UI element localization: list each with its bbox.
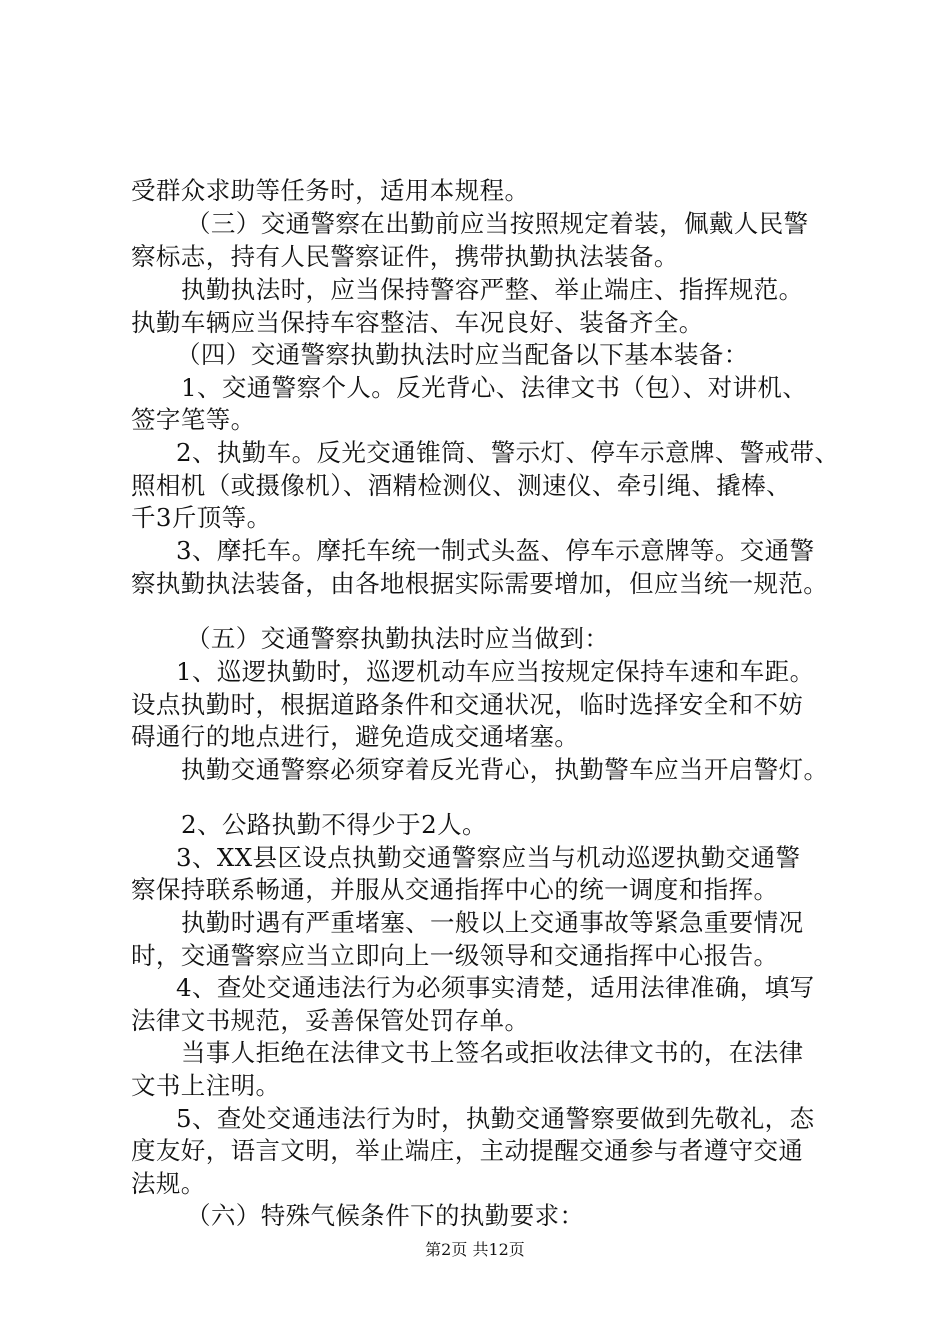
paragraph-line: （五）交通警察执勤执法时应当做到： xyxy=(186,624,610,653)
paragraph-line: 碍通行的地点进行，避免造成交通堵塞。 xyxy=(131,722,580,751)
paragraph-line: 察执勤执法装备，由各地根据实际需要增加，但应当统一规范。 xyxy=(131,569,829,598)
paragraph-line: 1、巡逻执勤时，巡逻机动车应当按规定保持车速和车距。 xyxy=(176,657,815,686)
paragraph-line: 2、公路执勤不得少于2人。 xyxy=(181,810,487,839)
paragraph-line: （三）交通警察在出勤前应当按照规定着装，佩戴人民警 xyxy=(186,209,809,238)
paragraph-line: 受群众求助等任务时，适用本规程。 xyxy=(131,176,530,205)
paragraph-line: 时，交通警察应当立即向上一级领导和交通指挥中心报告。 xyxy=(131,941,779,970)
paragraph-line: （六）特殊气候条件下的执勤要求： xyxy=(186,1201,585,1230)
paragraph-line: 执勤执法时，应当保持警容严整、举止端庄、指挥规范。 xyxy=(181,275,804,304)
paragraph-line: 执勤时遇有严重堵塞、一般以上交通事故等紧急重要情况 xyxy=(181,908,804,937)
paragraph-line: 执勤车辆应当保持车容整洁、车况良好、装备齐全。 xyxy=(131,308,704,337)
paragraph-line: 察标志，持有人民警察证件，携带执勤执法装备。 xyxy=(131,242,679,271)
paragraph-line: 5、查处交通违法行为时，执勤交通警察要做到先敬礼，态 xyxy=(176,1104,815,1133)
paragraph-line: 法规。 xyxy=(131,1169,206,1198)
paragraph-line: 法律文书规范，妥善保管处罚存单。 xyxy=(131,1006,530,1035)
paragraph-line: 设点执勤时，根据道路条件和交通状况，临时选择安全和不妨 xyxy=(131,690,804,719)
paragraph-line: 文书上注明。 xyxy=(131,1071,281,1100)
paragraph-line: 千3斤顶等。 xyxy=(131,503,272,532)
paragraph-line: 当事人拒绝在法律文书上签名或拒收法律文书的，在法律 xyxy=(181,1038,804,1067)
paragraph-line: 度友好，语言文明，举止端庄，主动提醒交通参与者遵守交通 xyxy=(131,1136,804,1165)
page-number-footer: 第2页 共12页 xyxy=(425,1240,525,1259)
paragraph-line: 3、摩托车。摩托车统一制式头盔、停车示意牌等。交通警 xyxy=(176,536,815,565)
paragraph-line: 4、查处交通违法行为必须事实清楚，适用法律准确，填写 xyxy=(176,973,815,1002)
paragraph-line: 执勤交通警察必须穿着反光背心，执勤警车应当开启警灯。 xyxy=(181,755,829,784)
paragraph-line: 2、执勤车。反光交通锥筒、警示灯、停车示意牌、警戒带、 xyxy=(176,438,840,467)
paragraph-line: 签字笔等。 xyxy=(131,405,256,434)
paragraph-line: 1、交通警察个人。反光背心、法律文书（包）、对讲机、 xyxy=(181,373,808,402)
paragraph-line: 3、XX县区设点执勤交通警察应当与机动巡逻执勤交通警 xyxy=(176,843,801,872)
paragraph-line: 照相机（或摄像机）、酒精检测仪、测速仪、牵引绳、撬棒、 xyxy=(131,471,792,500)
paragraph-line: （四）交通警察执勤执法时应当配备以下基本装备： xyxy=(176,340,749,369)
paragraph-line: 察保持联系畅通，并服从交通指挥中心的统一调度和指挥。 xyxy=(131,875,779,904)
